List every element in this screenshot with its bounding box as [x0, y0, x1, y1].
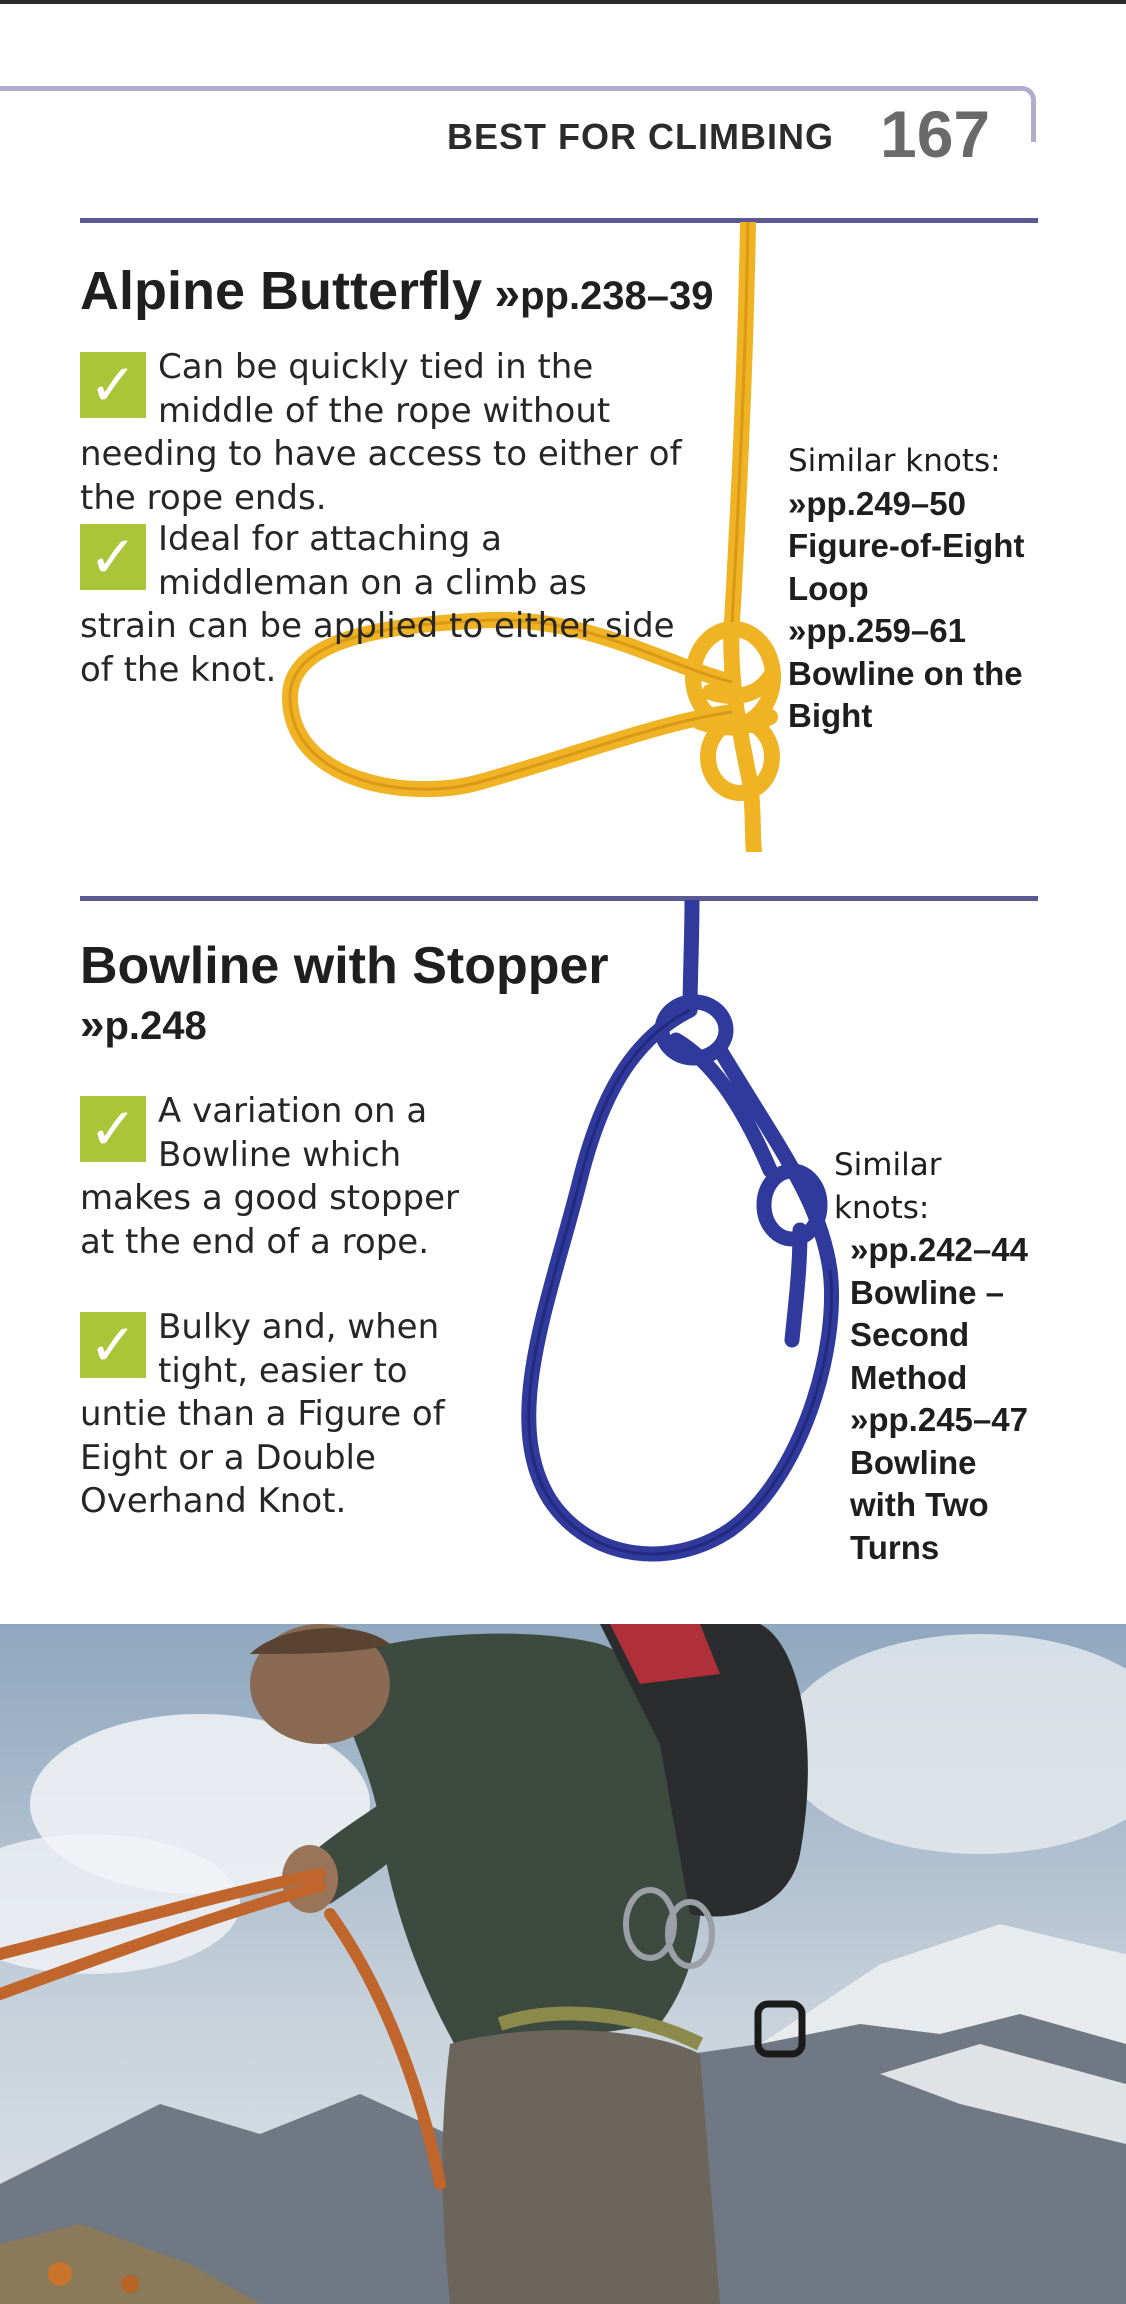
similar-knot-link[interactable]: [836, 1229, 1036, 1399]
similar-knot-name: Bowline with Two Turns: [850, 1443, 989, 1566]
double-chevron-right-icon: »: [80, 1000, 105, 1049]
page-number: 167: [880, 97, 991, 171]
knot-name: Bowline with Stopper: [80, 937, 609, 995]
double-chevron-right-icon: »: [788, 612, 807, 649]
benefit-text: Bulky and, when tight, easier to untie than a Figure of Eight or a Double Overhand Knot.: [80, 1307, 445, 1521]
similar-knot-name: Bowline on the Bight: [788, 654, 1023, 734]
similar-knot-name: Figure-of-Eight Loop: [788, 527, 1025, 607]
benefit-text: A variation on a Bowline which makes a good stopper at the end of a rope.: [80, 1091, 459, 1262]
similar-knot-ref: pp.249–50: [806, 484, 966, 522]
similar-knots-bowline-with-stopper: [836, 1144, 1036, 1569]
check-icon: ✓: [80, 1312, 146, 1378]
similar-knots-heading: Similar knots:: [834, 1147, 942, 1226]
double-chevron-right-icon: »: [494, 267, 521, 319]
benefit-paragraph: [80, 346, 720, 520]
similar-knot-name: Bowline – Second Method: [850, 1273, 1005, 1396]
similar-knot-ref: pp.245–47: [868, 1401, 1028, 1438]
page-top-border: [0, 0, 1126, 4]
double-chevron-right-icon: »: [788, 484, 807, 522]
knot-page-ref[interactable]: pp.238–39: [520, 274, 714, 318]
double-chevron-right-icon: »: [850, 1231, 869, 1268]
similar-knot-ref: pp.242–44: [868, 1231, 1028, 1268]
benefit-text: Ideal for attaching a middleman on a climb as strain can be applied to either side of the knot.: [80, 519, 675, 690]
check-icon: ✓: [80, 352, 146, 418]
similar-knot-link[interactable]: [788, 610, 1028, 738]
climber-photo: [0, 1624, 1126, 2304]
check-icon: ✓: [80, 1096, 146, 1162]
double-chevron-right-icon: »: [850, 1401, 869, 1438]
benefit-text: Can be quickly tied in the middle of the rope without needing to have access to either of the rope ends.: [80, 347, 682, 518]
benefit-paragraph: [80, 1306, 480, 1524]
knot-title-alpine-butterfly: [80, 260, 714, 322]
knot-page-ref[interactable]: p.248: [104, 1004, 207, 1048]
similar-knot-link[interactable]: [788, 483, 1028, 611]
similar-knot-ref: pp.259–61: [806, 612, 966, 649]
knot-title-bowline-with-stopper: [80, 936, 680, 1050]
benefit-paragraph: [80, 1090, 480, 1264]
similar-knots-heading: Similar knots:: [788, 443, 1001, 479]
section-title: BEST FOR CLIMBING: [447, 116, 834, 157]
benefit-paragraph: [80, 518, 680, 692]
similar-knots-alpine-butterfly: [788, 440, 1028, 738]
check-icon: ✓: [80, 524, 146, 590]
knot-name: Alpine Butterfly: [80, 261, 483, 321]
similar-knot-link[interactable]: [836, 1399, 1036, 1569]
